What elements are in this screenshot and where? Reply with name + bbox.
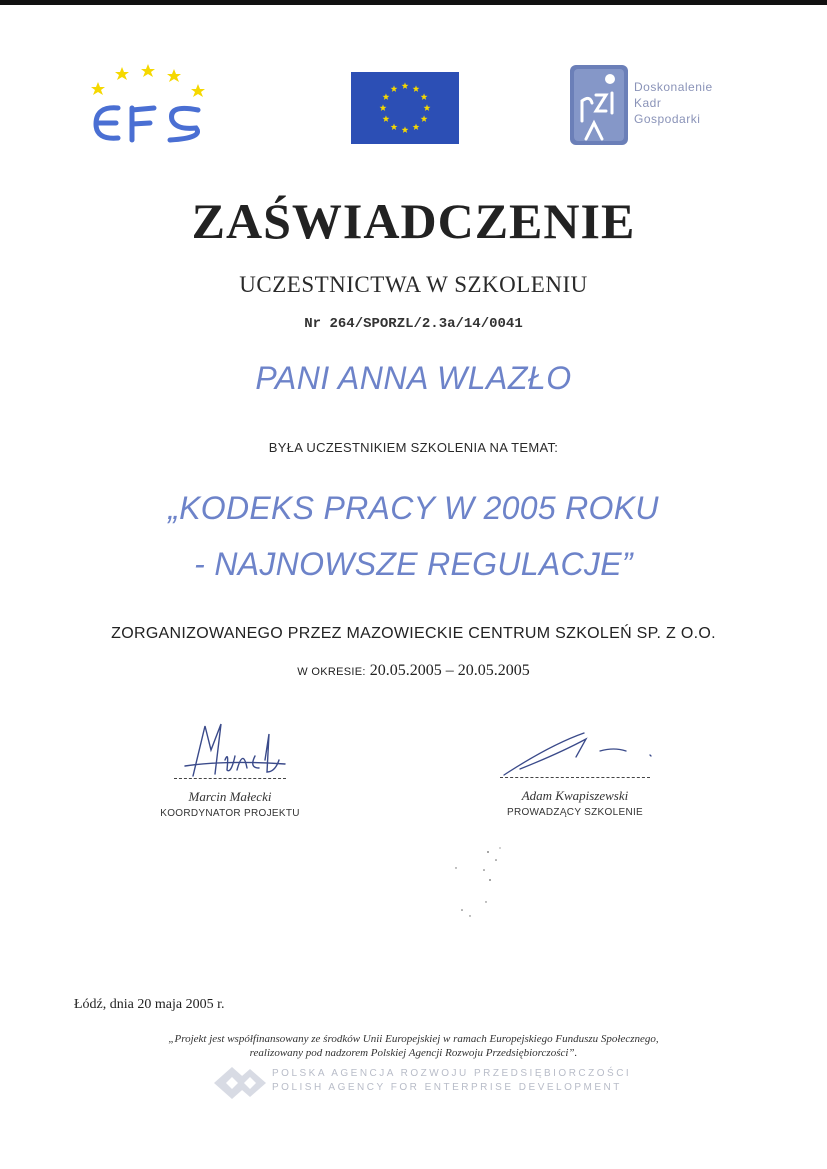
coordinator-name: Marcin Małecki (188, 789, 272, 804)
period-dates: 20.05.2005 – 20.05.2005 (369, 662, 530, 679)
organizer-statement: ZORGANIZOWANEGO PRZEZ MAZOWIECKIE CENTRUM SZKOLEŃ SP. Z O.O. (111, 625, 716, 642)
eu-flag-logo (351, 72, 459, 144)
top-edge-line (0, 0, 827, 5)
funding-footnote (0, 1032, 827, 1060)
signature-line (500, 777, 650, 778)
training-topic-line-1: „KODEKS PRACY W 2005 ROKU (168, 490, 659, 526)
efs-logo (88, 64, 213, 154)
dkg-logo (570, 65, 740, 147)
footnote-line-1: „Projekt jest współfinansowany ze środków Unii Europejskiej w ramach Europejskiego Funduszu Społecznego, (168, 1033, 659, 1045)
signature-block-coordinator (150, 720, 310, 819)
trainer-name: Adam Kwapiszewski (521, 788, 629, 803)
recipient-name: PANI ANNA WLAZŁO (255, 360, 572, 396)
handwritten-signature-coordinator (165, 720, 295, 778)
handwritten-signature-trainer (490, 725, 660, 777)
eu-flag-graphic (351, 72, 459, 144)
participant-statement: BYŁA UCZESTNIKIEM SZKOLENIA NA TEMAT: (268, 440, 559, 455)
efs-logo-graphic (88, 64, 213, 154)
scan-specks (440, 840, 520, 930)
parp-logo-text (272, 1067, 631, 1095)
dkg-line-1: Doskonalenie (634, 80, 713, 94)
training-topic-line-2: - NAJNOWSZE REGULACJE” (194, 546, 633, 582)
footnote-line-2: realizowany pod nadzorem Polskiej Agencji Rozwoju Przedsiębiorczości”. (249, 1047, 578, 1059)
dkg-logo-text (634, 79, 713, 127)
coordinator-role: KOORDYNATOR PROJEKTU (160, 808, 300, 819)
trainer-role: PROWADZĄCY SZKOLENIE (506, 807, 644, 818)
dkg-line-3: Gospodarki (634, 112, 701, 126)
signature-line (174, 778, 286, 779)
certificate-subtitle: UCZESTNICTWA W SZKOLENIU (239, 272, 588, 297)
signature-block-trainer (490, 725, 660, 818)
dkg-line-2: Kadr (634, 96, 662, 110)
parp-line-2: POLISH AGENCY FOR ENTERPRISE DEVELOPMENT (272, 1082, 622, 1093)
period-label: W OKRESIE: (297, 666, 366, 678)
certificate-title: ZAŚWIADCZENIE (191, 193, 636, 249)
place-and-date: Łódź, dnia 20 maja 2005 r. (74, 997, 225, 1012)
parp-logo-graphic (214, 1065, 270, 1101)
training-period (0, 662, 827, 680)
certificate-number: Nr 264/SPORZL/2.3a/14/0041 (304, 316, 523, 332)
parp-logo (210, 1063, 632, 1103)
dkg-logo-graphic (570, 65, 628, 145)
parp-line-1: POLSKA AGENCJA ROZWOJU PRZEDSIĘBIORCZOŚCI (272, 1068, 632, 1079)
